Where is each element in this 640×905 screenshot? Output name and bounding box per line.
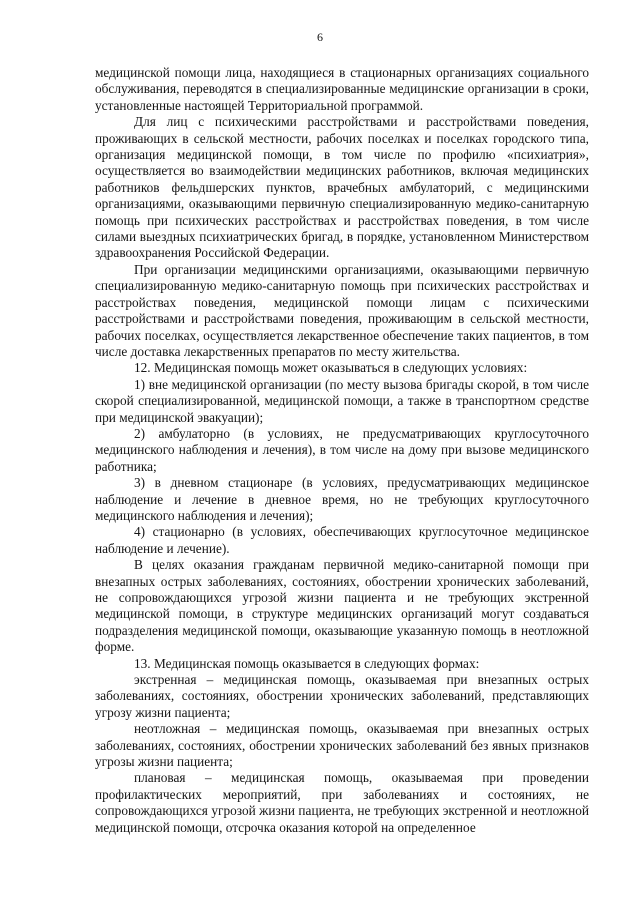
paragraph-drug-provision: При организации медицинскими организациями, оказывающими первичную специализированную медико-санитарную помощь при психических расстройствах и расстройствах поведения, медицинской помощи лицам с психическими расстройствами и расстройствами поведения, проживающим в сельской местности, рабочих поселках, осуществляется лекарственное обеспечение таких пациентов, в том числе доставка лекарственных препаратов по месту жительства. (95, 261, 589, 359)
condition-item-3: 3) в дневном стационаре (в условиях, предусматривающих медицинское наблюдение и лечение в дневное время, но не требующих круглосуточного медицинского наблюдения и лечения); (95, 475, 589, 523)
section-12-heading: 12. Медицинская помощь может оказываться в следующих условиях: (134, 360, 528, 376)
paragraph-continuation: медицинской помощи лица, находящиеся в стационарных организациях социального обслуживания, переводятся в специализированные медицинские организации в сроки, установленные настоящей Территориальной программой. (95, 65, 589, 113)
form-item-planned: плановая – медицинская помощь, оказываемая при проведении профилактических мероприятий, при заболеваниях и состояниях, не сопровождающихся угрозой жизни пациента, не требующих экстренной и неотложной медицинской помощи, отсрочка оказания которой на определенное (95, 770, 589, 835)
form-item-emergency: экстренная – медицинская помощь, оказываемая при внезапных острых заболеваниях, состояниях, обострении хронических заболеваний, представляющих угрозу жизни пациента; (95, 672, 589, 720)
document-body (95, 65, 589, 836)
condition-item-2: 2) амбулаторно (в условиях, не предусматривающих круглосуточного медицинского наблюдения и лечения), в том числе на дому при вызове медицинского работника; (95, 425, 589, 474)
form-item-urgent: неотложная – медицинская помощь, оказываемая при внезапных острых заболеваниях, состояниях, обострении хронических заболеваний без явных признаков угрозы жизни пациента; (95, 721, 589, 770)
condition-item-1: 1) вне медицинской организации (по месту вызова бригады скорой, в том числе скорой специализированной, медицинской помощи, а также в транспортном средстве при медицинской эвакуации); (95, 376, 589, 425)
paragraph-emergency-units: В целях оказания гражданам первичной медико-санитарной помощи при внезапных острых заболеваниях, состояниях, обострении хронических заболеваний, не сопровождающихся угрозой жизни пациента и не требующих экстренной медицинской помощи, в структуре медицинских организаций могут создаваться подразделения медицинской помощи, оказывающие указанную помощь в неотложной форме. (95, 557, 589, 655)
section-13-heading: 13. Медицинская помощь оказывается в следующих формах: (134, 655, 480, 671)
page-number: 6 (317, 30, 323, 44)
condition-item-4: 4) стационарно (в условиях, обеспечивающих круглосуточное медицинское наблюдение и лечение). (95, 524, 589, 556)
paragraph-psychiatric-care-rural: Для лиц с психическими расстройствами и расстройствами поведения, проживающих в сельской местности, рабочих поселках и поселках городского типа, организация медицинской помощи, в том числе по профилю «психиатрия», осуществляется во взаимодействии медицинских работников, включая медицинских работников фельдшерских пунктов, врачебных амбулаторий, с медицинскими организациями, оказывающими первичную специализированную медико-санитарную помощь при психических расстройствах и расстройствах поведения, в том числе силами выездных психиатрических бригад, в порядке, установленном Министерством здравоохранения Российской Федерации. (95, 114, 589, 261)
